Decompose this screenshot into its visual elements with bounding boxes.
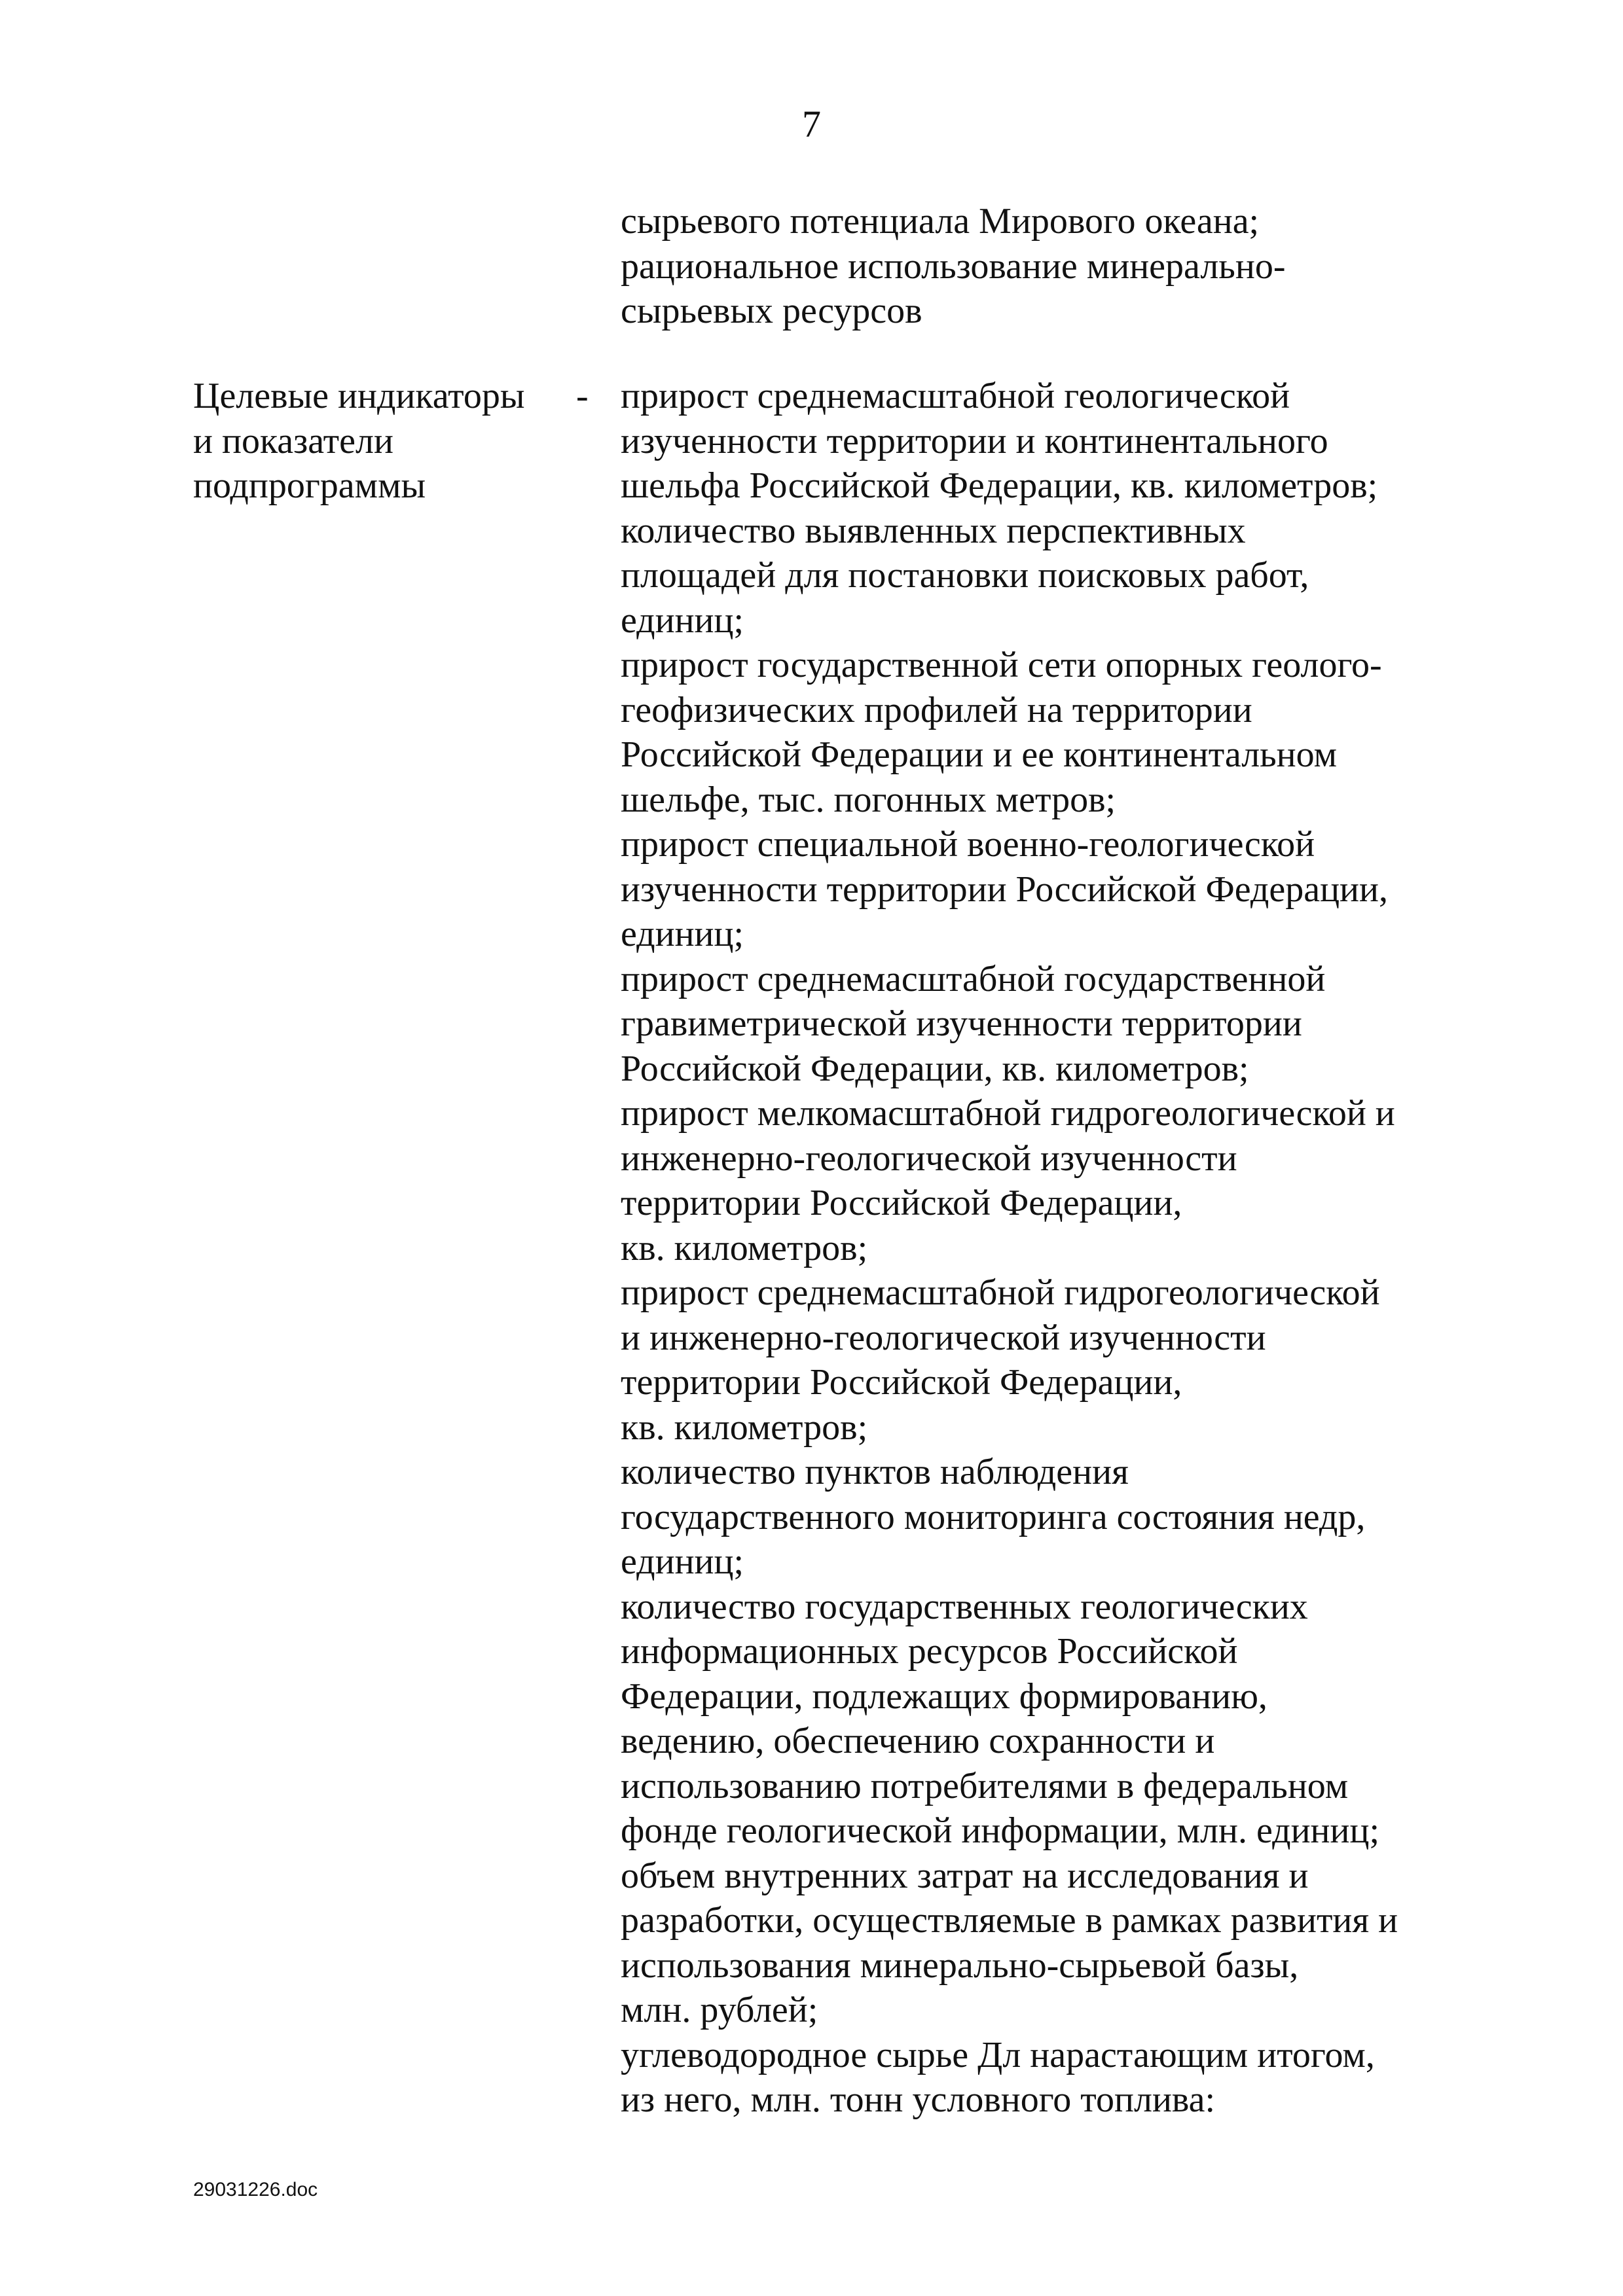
indicator-line: количество выявленных перспективных (621, 510, 1246, 551)
indicators-text (621, 374, 1398, 2123)
indicator-line: прирост среднемасштабной государственной (621, 958, 1326, 999)
indicator-line: углеводородное сырье Дл нарастающим итогом, (621, 2034, 1375, 2075)
indicator-line: прирост специальной военно-геологической (621, 824, 1315, 865)
indicator-line: кв. километров; (621, 1227, 868, 1268)
continuation-text (621, 199, 1285, 334)
indicator-line: фонде геологической информации, млн. единиц; (621, 1810, 1380, 1851)
indicator-line: использованию потребителями в федеральном (621, 1765, 1349, 1806)
label-line: и показатели (193, 420, 393, 461)
page-number: 7 (802, 103, 821, 145)
indicator-line: Федерации, подлежащих формированию, (621, 1676, 1267, 1717)
indicator-line: изученности территории Российской Федерации, (621, 869, 1388, 910)
text-line: сырьевых ресурсов (621, 291, 922, 331)
indicator-line: Российской Федерации, кв. километров; (621, 1048, 1249, 1089)
indicator-line: изученности территории и континентального (621, 420, 1328, 461)
indicator-line: млн. рублей; (621, 1990, 818, 2030)
indicator-line: прирост государственной сети опорных геолого- (621, 645, 1382, 685)
indicator-line: гравиметрической изученности территории (621, 1003, 1302, 1044)
indicator-line: количество государственных геологических (621, 1586, 1308, 1627)
indicator-line: площадей для постановки поисковых работ, (621, 555, 1309, 596)
indicator-line: прирост мелкомасштабной гидрогеологической и (621, 1093, 1395, 1134)
indicator-line: количество пунктов наблюдения (621, 1452, 1129, 1492)
indicator-line: территории Российской Федерации, (621, 1362, 1182, 1403)
indicator-line: государственного мониторинга состояния недр, (621, 1496, 1366, 1537)
indicator-line: единиц; (621, 914, 744, 954)
section-label (193, 374, 525, 509)
indicator-line: объем внутренних затрат на исследования и (621, 1855, 1309, 1896)
indicator-line: шельфа Российской Федерации, кв. километров; (621, 465, 1378, 506)
indicator-line: единиц; (621, 600, 744, 641)
indicator-line: прирост среднемасштабной гидрогеологической (621, 1272, 1380, 1313)
indicator-line: и инженерно-геологической изученности (621, 1317, 1266, 1358)
indicator-line: единиц; (621, 1541, 744, 1582)
indicator-line: кв. километров; (621, 1407, 868, 1448)
indicator-line: инженерно-геологической изученности (621, 1138, 1237, 1179)
label-line: Целевые индикаторы (193, 376, 525, 416)
indicator-line: шельфе, тыс. погонных метров; (621, 779, 1116, 820)
indicator-line: территории Российской Федерации, (621, 1183, 1182, 1223)
label-line: подпрограммы (193, 465, 426, 506)
text-line: рациональное использование минерально- (621, 245, 1286, 287)
indicator-line: Российской Федерации и ее континентальном (621, 734, 1338, 775)
indicator-line: из него, млн. тонн условного топлива: (621, 2079, 1216, 2120)
indicator-line: геофизических профилей на территории (621, 689, 1252, 730)
indicator-line: использования минерально-сырьевой базы, (621, 1945, 1299, 1986)
label-dash: - (576, 376, 589, 416)
text-line: сырьевого потенциала Мирового океана; (621, 201, 1260, 242)
indicator-line: разработки, осуществляемые в рамках развития и (621, 1900, 1398, 1941)
indicator-line: информационных ресурсов Российской (621, 1631, 1238, 1672)
indicator-line: прирост среднемасштабной геологической (621, 376, 1290, 416)
indicator-line: ведению, обеспечению сохранности и (621, 1721, 1215, 1761)
footer-filename: 29031226.doc (193, 2179, 318, 2200)
